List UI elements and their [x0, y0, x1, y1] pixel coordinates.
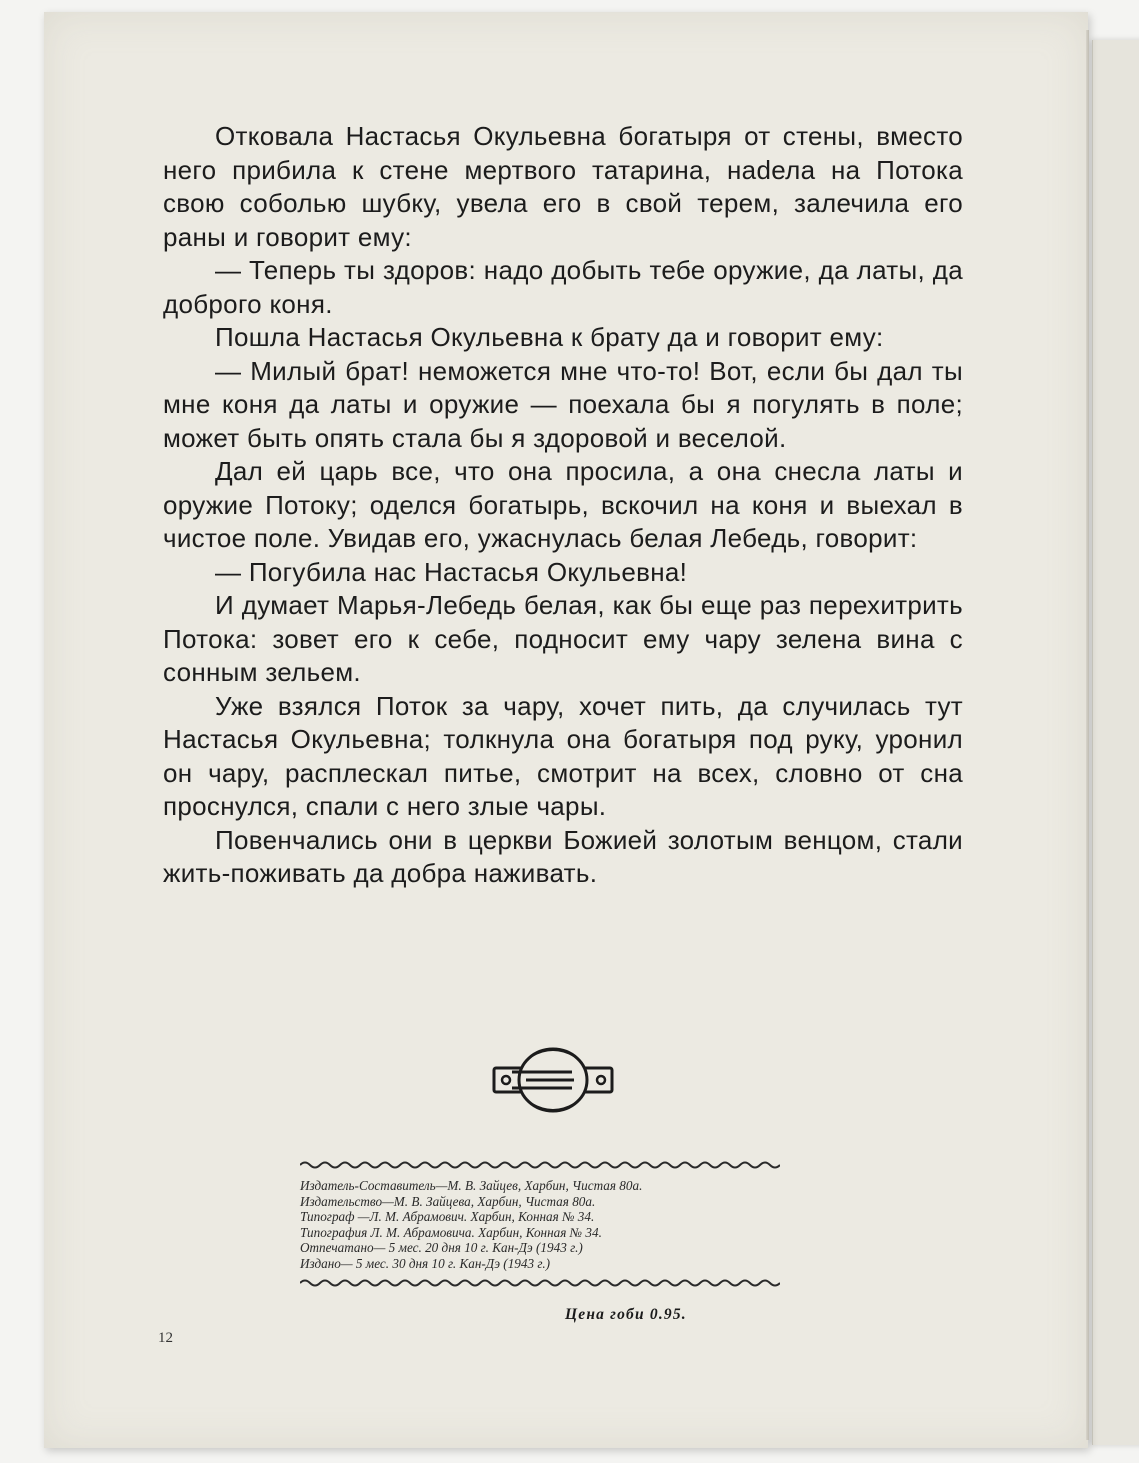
- publisher-emblem-icon: [492, 1046, 614, 1114]
- paragraph: Повенчались они в церкви Божией золотым венцом, стали жить-поживать да добра наживать.: [163, 824, 963, 888]
- paragraph: Отковала Настасья Окульевна богатыря от стены, вместо него прибила к стене мертвого татарина, наdела на Потока свою соболью шубку, увела его в свой терем, залечила его раны и говорит ему:: [163, 121, 963, 252]
- paragraph: И думает Марья-Лебедь белая, как бы еще раз перехитрить Потока: зовет его к себе, подносит ему чару зелена вина с сонным зельем.: [163, 590, 963, 687]
- price-label: Цена гоби 0.95.: [565, 1306, 687, 1323]
- imprint-line: Типография Л. М. Абрамовича. Харбин, Конная № 34.: [300, 1224, 602, 1240]
- paragraph: — Теперь ты здоров: надо добыть тебе оружие, да латы, да доброго коня.: [163, 255, 963, 319]
- paragraph: — Милый брат! неможется мне что-то! Вот, если бы дал ты мне коня да латы и оружие — поехала бы я погулять в поле; может быть опять стала бы я здоровой и веселой.: [163, 355, 963, 453]
- paragraph: Дал ей царь все, что она просила, а она снесла латы и оружие Потоку; оделся богатырь, вскочил на коня и выехал в чистое поле. Увидав его, ужаснулась белая Лебедь, говорит:: [163, 456, 963, 553]
- body-text: [163, 120, 963, 891]
- paragraph: Уже взялся Поток за чару, хочет пить, да случилась тут Настасья Окульевна; толкнула она богатыря под руку, уронил он чару, расплескал питье, смотрит на всех, словно от сна проснулся, спали с него злые чары.: [163, 690, 963, 821]
- page-number: 12: [158, 1330, 173, 1346]
- imprint-line: Типограф —Л. М. Абрамович. Харбин, Конная № 34.: [300, 1209, 595, 1225]
- next-page-edge: [1092, 40, 1139, 1445]
- wave-divider: [300, 1278, 780, 1288]
- page-spine: [1086, 30, 1089, 1440]
- wave-divider: [300, 1160, 780, 1170]
- imprint-line: Отпечатано— 5 мес. 20 дня 10 г. Кан-Дэ (1943 г.): [300, 1240, 583, 1256]
- imprint-line: Издано— 5 мес. 30 дня 10 г. Кан-Дэ (1943 г.): [300, 1255, 551, 1271]
- imprint-line: Издатель-Составитель—М. В. Зайцев, Харбин, Чистая 80а.: [300, 1178, 643, 1193]
- paragraph: Пошла Настасья Окульевна к брату да и говорит ему:: [215, 322, 884, 352]
- paragraph: — Погубила нас Настасья Окульевна!: [215, 556, 688, 587]
- imprint-line: Издательство—М. В. Зайцева, Харбин, Чистая 80а.: [300, 1193, 596, 1209]
- imprint-block: [300, 1160, 780, 1288]
